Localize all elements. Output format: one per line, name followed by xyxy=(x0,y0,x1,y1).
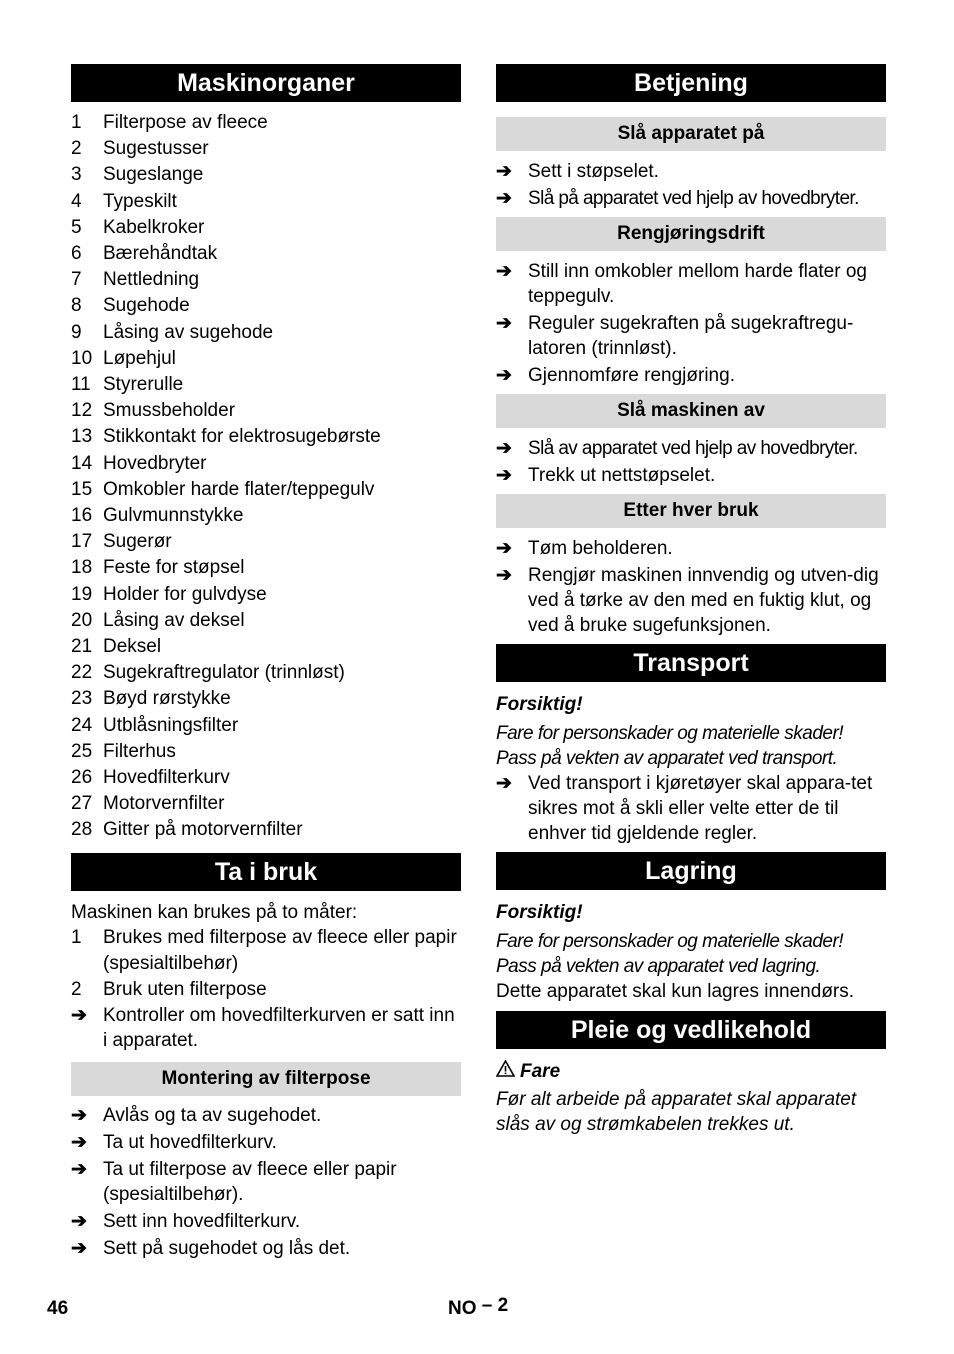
arrow-right-icon: ➔ xyxy=(496,261,512,282)
step-text: Sett på sugehodet og lås det. xyxy=(103,1238,351,1260)
step-text: Ta ut hovedfilterkurv. xyxy=(103,1132,277,1154)
list-item xyxy=(71,267,461,293)
transport-steps xyxy=(496,771,886,846)
item-text: Deksel xyxy=(103,636,162,658)
item-number: 9 xyxy=(71,321,82,343)
list-item xyxy=(71,372,461,398)
item-text: Gulvmunnstykke xyxy=(103,505,244,527)
item-number: 2 xyxy=(71,979,82,1001)
arrow-right-icon: ➔ xyxy=(496,365,512,386)
list-item xyxy=(71,293,461,319)
lagring-caution: Forsiktig! xyxy=(496,902,583,923)
subheading-rengjoring: Rengjøringsdrift xyxy=(496,217,886,251)
arrow-right-icon: ➔ xyxy=(496,565,512,586)
list-item xyxy=(71,110,461,136)
item-text: Sugekraftregulator (trinnløst) xyxy=(103,662,345,684)
list-item xyxy=(71,713,461,739)
subheading-etter-bruk: Etter hver bruk xyxy=(496,494,886,528)
item-text: Omkobler harde flater/teppegulv xyxy=(103,478,375,500)
list-item xyxy=(71,739,461,765)
list-item xyxy=(71,977,461,1003)
options-list xyxy=(71,925,461,1004)
montering-steps xyxy=(71,1103,461,1261)
ta-i-bruk-steps xyxy=(71,1003,461,1053)
item-text: Utblåsningsfilter xyxy=(103,714,239,736)
list-item xyxy=(71,529,461,555)
item-number: 8 xyxy=(71,295,82,317)
subheading-montering: Montering av filterpose xyxy=(71,1062,461,1096)
transport-warning-2: Pass på vekten av apparatet ved transport. xyxy=(496,748,838,769)
step-text: Avlås og ta av sugehodet. xyxy=(103,1105,322,1127)
item-text: Låsing av sugehode xyxy=(103,321,274,343)
item-number: 17 xyxy=(71,531,93,553)
arrow-right-icon: ➔ xyxy=(71,1132,87,1154)
item-text: Hovedbryter xyxy=(103,452,207,474)
step-item xyxy=(496,436,886,461)
left-column xyxy=(71,64,461,1263)
item-number: 4 xyxy=(71,190,82,212)
list-item xyxy=(71,346,461,372)
list-item xyxy=(71,817,461,843)
step-text: Gjennomføre rengjøring. xyxy=(528,365,735,386)
arrow-right-icon: ➔ xyxy=(71,1005,87,1027)
item-text: Bøyd rørstykke xyxy=(103,688,231,710)
step-item xyxy=(496,463,886,488)
item-text: Filterpose av fleece xyxy=(103,112,268,133)
item-number: 13 xyxy=(71,426,93,448)
lagring-warning-1: Fare for personskader og materielle skader! xyxy=(496,931,844,952)
item-text: Sugehode xyxy=(103,295,190,317)
item-number: 18 xyxy=(71,557,93,579)
item-number: 28 xyxy=(71,819,93,841)
item-number: 21 xyxy=(71,636,93,658)
item-number: 2 xyxy=(71,138,82,160)
step-text: Rengjør maskinen innvendig og utven-dig ved å tørke av den med en fuktig klut, og ved å bruke sugefunksjonen. xyxy=(528,565,879,636)
item-number: 12 xyxy=(71,400,93,422)
list-item xyxy=(71,451,461,477)
arrow-right-icon: ➔ xyxy=(496,188,512,209)
item-number: 3 xyxy=(71,164,82,186)
step-text: Sett inn hovedfilterkurv. xyxy=(103,1211,301,1233)
list-item xyxy=(71,582,461,608)
item-number: 19 xyxy=(71,583,93,605)
item-text: Brukes med filterpose av fleece eller papir (spesialtilbehør) xyxy=(103,926,457,974)
item-number: 11 xyxy=(71,374,91,396)
item-number: 26 xyxy=(71,767,93,789)
sla-pa-steps xyxy=(496,159,886,211)
list-item xyxy=(71,477,461,503)
section-heading-betjening: Betjening xyxy=(496,64,886,102)
item-text: Styrerulle xyxy=(103,374,184,396)
list-item xyxy=(71,424,461,450)
list-item xyxy=(71,660,461,686)
list-item xyxy=(71,686,461,712)
list-item xyxy=(71,136,461,162)
item-text: Feste for støpsel xyxy=(103,557,245,579)
item-number: 6 xyxy=(71,243,82,265)
list-item xyxy=(71,398,461,424)
item-text: Låsing av deksel xyxy=(103,609,245,631)
step-text: Slå på apparatet ved hjelp av hovedbryter. xyxy=(528,188,859,209)
step-item xyxy=(496,186,886,211)
step-item xyxy=(71,1209,461,1234)
list-item xyxy=(71,503,461,529)
step-text: Still inn omkobler mellom harde flater og teppegulv. xyxy=(528,261,867,307)
item-text: Filterhus xyxy=(103,740,176,762)
transport-warning-1: Fare for personskader og materielle skader! xyxy=(496,723,844,744)
item-text: Bruk uten filterpose xyxy=(103,979,267,1001)
arrow-right-icon: ➔ xyxy=(496,538,512,559)
step-item xyxy=(71,1130,461,1155)
subheading-sla-av: Slå maskinen av xyxy=(496,394,886,428)
intro-text: Maskinen kan brukes på to måter: xyxy=(71,901,358,923)
step-item xyxy=(496,563,886,638)
step-item xyxy=(71,1003,461,1053)
subheading-sla-pa: Slå apparatet på xyxy=(496,117,886,151)
lagring-text: Dette apparatet skal kun lagres innendørs. xyxy=(496,981,855,1002)
step-item xyxy=(496,311,886,361)
step-text: Ved transport i kjøretøyer skal appara-tet sikres mot å skli eller velte etter de til enhver tid gjeldende regler. xyxy=(528,773,873,844)
etter-bruk-steps xyxy=(496,536,886,638)
item-text: Sugestusser xyxy=(103,138,209,160)
step-text: Ta ut filterpose av fleece eller papir (spesialtilbehør). xyxy=(103,1159,397,1206)
step-item xyxy=(71,1157,461,1207)
step-text: Trekk ut nettstøpselet. xyxy=(528,465,716,486)
list-item xyxy=(71,791,461,817)
item-text: Sugeslange xyxy=(103,164,204,186)
step-item xyxy=(71,1103,461,1128)
item-text: Typeskilt xyxy=(103,190,177,212)
item-number: 1 xyxy=(71,926,82,948)
section-heading-lagring: Lagring xyxy=(496,852,886,890)
pleie-danger-line xyxy=(496,1059,886,1084)
section-heading-transport: Transport xyxy=(496,644,886,682)
step-item xyxy=(496,536,886,561)
arrow-right-icon: ➔ xyxy=(71,1238,87,1260)
item-text: Løpehjul xyxy=(103,347,176,369)
transport-caution: Forsiktig! xyxy=(496,694,583,715)
step-text: Reguler sugekraften på sugekraftregu-latoren (trinnløst). xyxy=(528,313,854,359)
sla-av-steps xyxy=(496,436,886,488)
item-number: 24 xyxy=(71,714,93,736)
list-item xyxy=(71,925,461,977)
warning-triangle-icon xyxy=(496,1059,520,1084)
list-item xyxy=(71,241,461,267)
step-text: Tøm beholderen. xyxy=(528,538,673,559)
item-number: 7 xyxy=(71,269,82,291)
arrow-right-icon: ➔ xyxy=(71,1211,87,1233)
list-item xyxy=(71,634,461,660)
section-heading-maskinorganer: Maskinorganer xyxy=(71,64,461,102)
list-item xyxy=(71,189,461,215)
step-text: Kontroller om hovedfilterkurven er satt inn i apparatet. xyxy=(103,1005,455,1052)
item-text: Motorvernfilter xyxy=(103,793,225,815)
item-number: 25 xyxy=(71,740,93,762)
list-item xyxy=(71,608,461,634)
item-number: 20 xyxy=(71,609,93,631)
item-text: Nettledning xyxy=(103,269,200,291)
pleie-danger-text: Før alt arbeide på apparatet skal apparatet slås av og strømkabelen trekkes ut. xyxy=(496,1089,857,1135)
step-item xyxy=(496,363,886,388)
item-number: 14 xyxy=(71,452,93,474)
section-heading-ta-i-bruk: Ta i bruk xyxy=(71,853,461,891)
step-item xyxy=(71,1236,461,1261)
item-number: 27 xyxy=(71,793,93,815)
item-text: Smussbeholder xyxy=(103,400,236,422)
language-code: NO xyxy=(448,1298,477,1319)
step-text: Sett i støpselet. xyxy=(528,161,659,182)
list-item xyxy=(71,320,461,346)
item-number: 23 xyxy=(71,688,93,710)
item-text: Gitter på motorvernfilter xyxy=(103,819,303,841)
page-code xyxy=(448,1295,509,1320)
parts-list xyxy=(71,110,461,844)
arrow-right-icon: ➔ xyxy=(496,773,512,794)
step-text: Slå av apparatet ved hjelp av hovedbryter. xyxy=(528,438,858,459)
item-text: Stikkontakt for elektrosugebørste xyxy=(103,426,381,448)
item-number: 10 xyxy=(71,347,93,369)
item-number: 15 xyxy=(71,478,93,500)
item-number: 16 xyxy=(71,505,93,527)
arrow-right-icon: ➔ xyxy=(496,465,512,486)
arrow-right-icon: ➔ xyxy=(496,313,512,334)
step-item xyxy=(496,259,886,309)
arrow-right-icon: ➔ xyxy=(71,1105,87,1127)
list-item xyxy=(71,555,461,581)
list-item xyxy=(71,162,461,188)
arrow-right-icon: ➔ xyxy=(496,161,512,182)
item-text: Kabelkroker xyxy=(103,216,205,238)
page-number: 46 xyxy=(47,1298,69,1319)
arrow-right-icon: ➔ xyxy=(71,1159,87,1181)
item-number: 5 xyxy=(71,216,82,238)
list-item xyxy=(71,765,461,791)
lagring-warning-2: Pass på vekten av apparatet ved lagring. xyxy=(496,956,821,977)
item-number: 22 xyxy=(71,662,93,684)
step-item xyxy=(496,771,886,846)
arrow-right-icon: ➔ xyxy=(496,438,512,459)
item-number: 1 xyxy=(71,112,82,133)
page-suffix: – 2 xyxy=(481,1295,509,1316)
section-heading-pleie: Pleie og vedlikehold xyxy=(496,1011,886,1049)
item-text: Sugerør xyxy=(103,531,172,553)
rengjoring-steps xyxy=(496,259,886,388)
item-text: Holder for gulvdyse xyxy=(103,583,267,605)
step-item xyxy=(496,159,886,184)
list-item xyxy=(71,215,461,241)
pleie-danger-label: Fare xyxy=(520,1061,561,1082)
item-text: Bærehåndtak xyxy=(103,243,218,265)
right-column xyxy=(496,64,886,1137)
item-text: Hovedfilterkurv xyxy=(103,767,230,789)
